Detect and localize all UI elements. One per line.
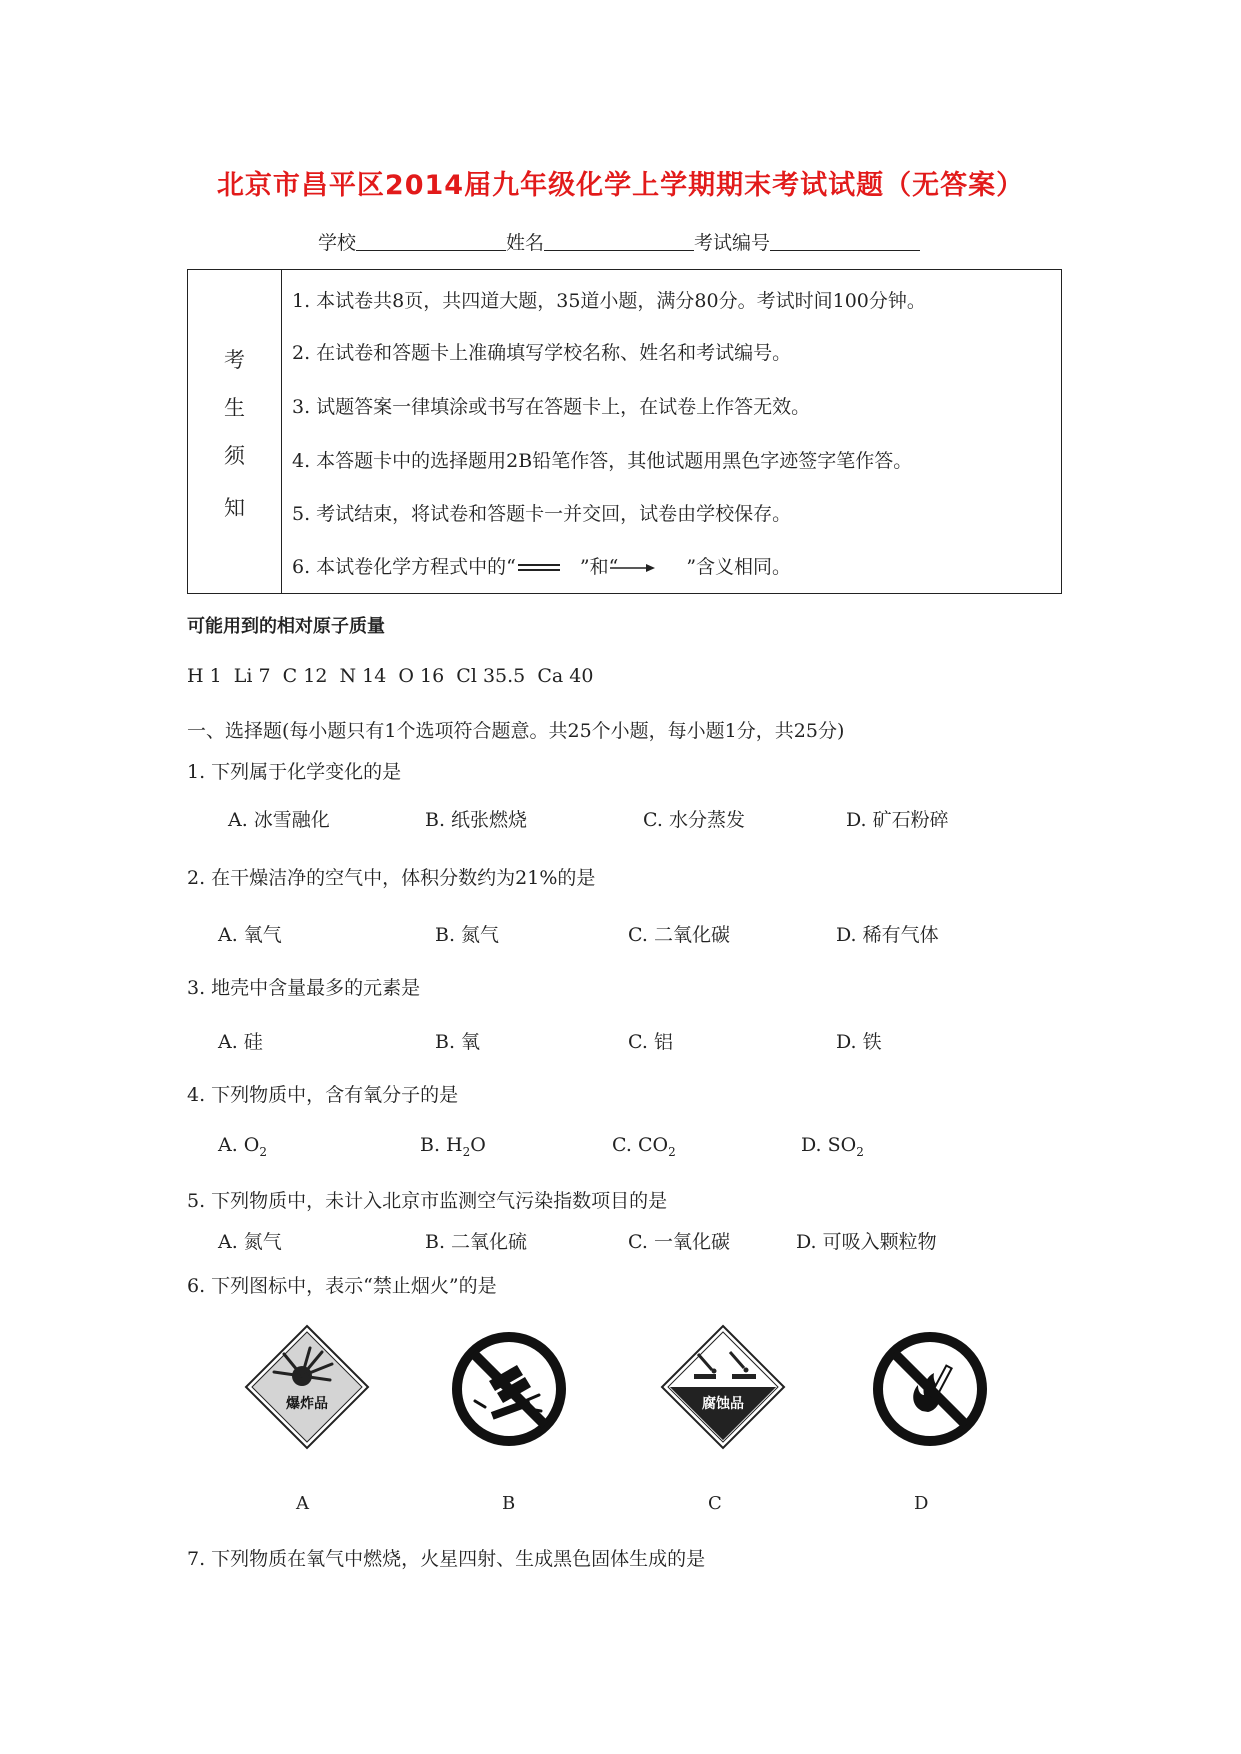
- option[interactable]: C. 一氧化碳: [628, 1231, 730, 1253]
- option[interactable]: B. 纸张燃烧: [425, 809, 528, 831]
- option[interactable]: B. $H_2O$: [420, 1134, 486, 1159]
- notice-box: [187, 269, 1062, 594]
- section-heading: 一、选择题(每小题只有1个选项符合题意。共25个小题，每小题1分，共25分): [187, 720, 845, 742]
- option[interactable]: A. 氮气: [218, 1231, 282, 1253]
- option[interactable]: C. $CO_2$: [612, 1134, 676, 1159]
- sign-label-b: B: [502, 1493, 516, 1514]
- option[interactable]: A. 硅: [218, 1031, 263, 1053]
- school-blank[interactable]: [356, 232, 506, 251]
- question-stem: 5. 下列物质中，未计入北京市监测空气污染指数项目的是: [187, 1190, 668, 1212]
- notice-label-char: 生: [224, 396, 245, 420]
- exam-number-label: 考试编号: [694, 232, 771, 254]
- equals-sign-icon: [516, 561, 562, 575]
- notice-label-char: 考: [224, 348, 245, 372]
- question-stem: 6. 下列图标中，表示“禁止烟火”的是: [187, 1275, 497, 1297]
- corrosive-text: 腐蚀品: [702, 1396, 744, 1412]
- explosive-text: 爆炸品: [286, 1396, 328, 1412]
- notice-item-3: 3. 试题答案一律填涂或书写在答题卡上，在试卷上作答无效。: [292, 396, 811, 418]
- option[interactable]: A. $O_2$: [218, 1134, 268, 1159]
- item6-middle: ”和“: [579, 556, 619, 578]
- atomic-mass-heading: 可能用到的相对原子质量: [187, 616, 385, 637]
- notice-item-5: 5. 考试结束，将试卷和答题卡一并交回，试卷由学校保存。: [292, 503, 792, 525]
- option[interactable]: B. 二氧化硫: [425, 1231, 528, 1253]
- option[interactable]: B. 氮气: [435, 924, 500, 946]
- sign-label-d: D: [914, 1493, 929, 1514]
- option[interactable]: C. 铝: [628, 1031, 673, 1053]
- notice-item-6: [292, 552, 791, 579]
- exam-number-blank[interactable]: [770, 232, 920, 251]
- sign-label-c: C: [708, 1493, 722, 1514]
- notice-divider: [281, 270, 282, 593]
- notice-item-2: 2. 在试卷和答题卡上准确填写学校名称、姓名和考试编号。: [292, 342, 792, 364]
- question-stem: 1. 下列属于化学变化的是: [187, 761, 402, 783]
- option[interactable]: D. 可吸入颗粒物: [796, 1231, 937, 1253]
- option[interactable]: B. 氧: [435, 1031, 481, 1053]
- notice-item-1: 1. 本试卷共8页，共四道大题，35道小题，满分80分。考试时间100分钟。: [292, 290, 926, 312]
- notice-label-char: 知: [224, 496, 245, 520]
- no-flammable-sign-icon[interactable]: [451, 1331, 567, 1447]
- name-label: 姓名: [506, 232, 545, 254]
- option[interactable]: C. 二氧化碳: [628, 924, 730, 946]
- notice-label-char: 须: [224, 444, 245, 468]
- question-stem: 4. 下列物质中，含有氧分子的是: [187, 1084, 459, 1106]
- option[interactable]: D. $SO_2$: [801, 1134, 864, 1159]
- arrow-icon: [610, 561, 656, 575]
- option[interactable]: A. 冰雪融化: [228, 809, 330, 831]
- option[interactable]: D. 铁: [836, 1031, 882, 1053]
- option[interactable]: A. 氧气: [218, 924, 282, 946]
- page-title: 北京市昌平区2014届九年级化学上学期期末考试试题（无答案）: [216, 170, 1025, 201]
- name-blank[interactable]: [544, 232, 694, 251]
- question-stem: 7. 下列物质在氧气中燃烧，火星四射、生成黑色固体生成的是: [187, 1548, 706, 1570]
- info-line: [318, 228, 920, 255]
- school-label: 学校: [318, 232, 357, 254]
- item6-suffix: ”含义相同。: [686, 556, 792, 578]
- option[interactable]: D. 稀有气体: [836, 924, 939, 946]
- item6-prefix: 6. 本试卷化学方程式中的“: [292, 556, 516, 578]
- question-stem: 3. 地壳中含量最多的元素是: [187, 977, 421, 999]
- corrosive-sign-icon[interactable]: [660, 1324, 786, 1450]
- no-fire-sign-icon[interactable]: [872, 1331, 988, 1447]
- option[interactable]: C. 水分蒸发: [643, 809, 745, 831]
- notice-item-4: 4. 本答题卡中的选择题用2B铅笔作答，其他试题用黑色字迹签字笔作答。: [292, 450, 913, 472]
- option[interactable]: D. 矿石粉碎: [846, 809, 949, 831]
- atomic-mass-values: H 1 Li 7 C 12 N 14 O 16 Cl 35.5 Ca 40: [187, 665, 594, 687]
- sign-label-a: A: [296, 1493, 309, 1514]
- explosive-sign-icon[interactable]: [244, 1324, 370, 1450]
- question-stem: 2. 在干燥洁净的空气中，体积分数约为21%的是: [187, 867, 596, 889]
